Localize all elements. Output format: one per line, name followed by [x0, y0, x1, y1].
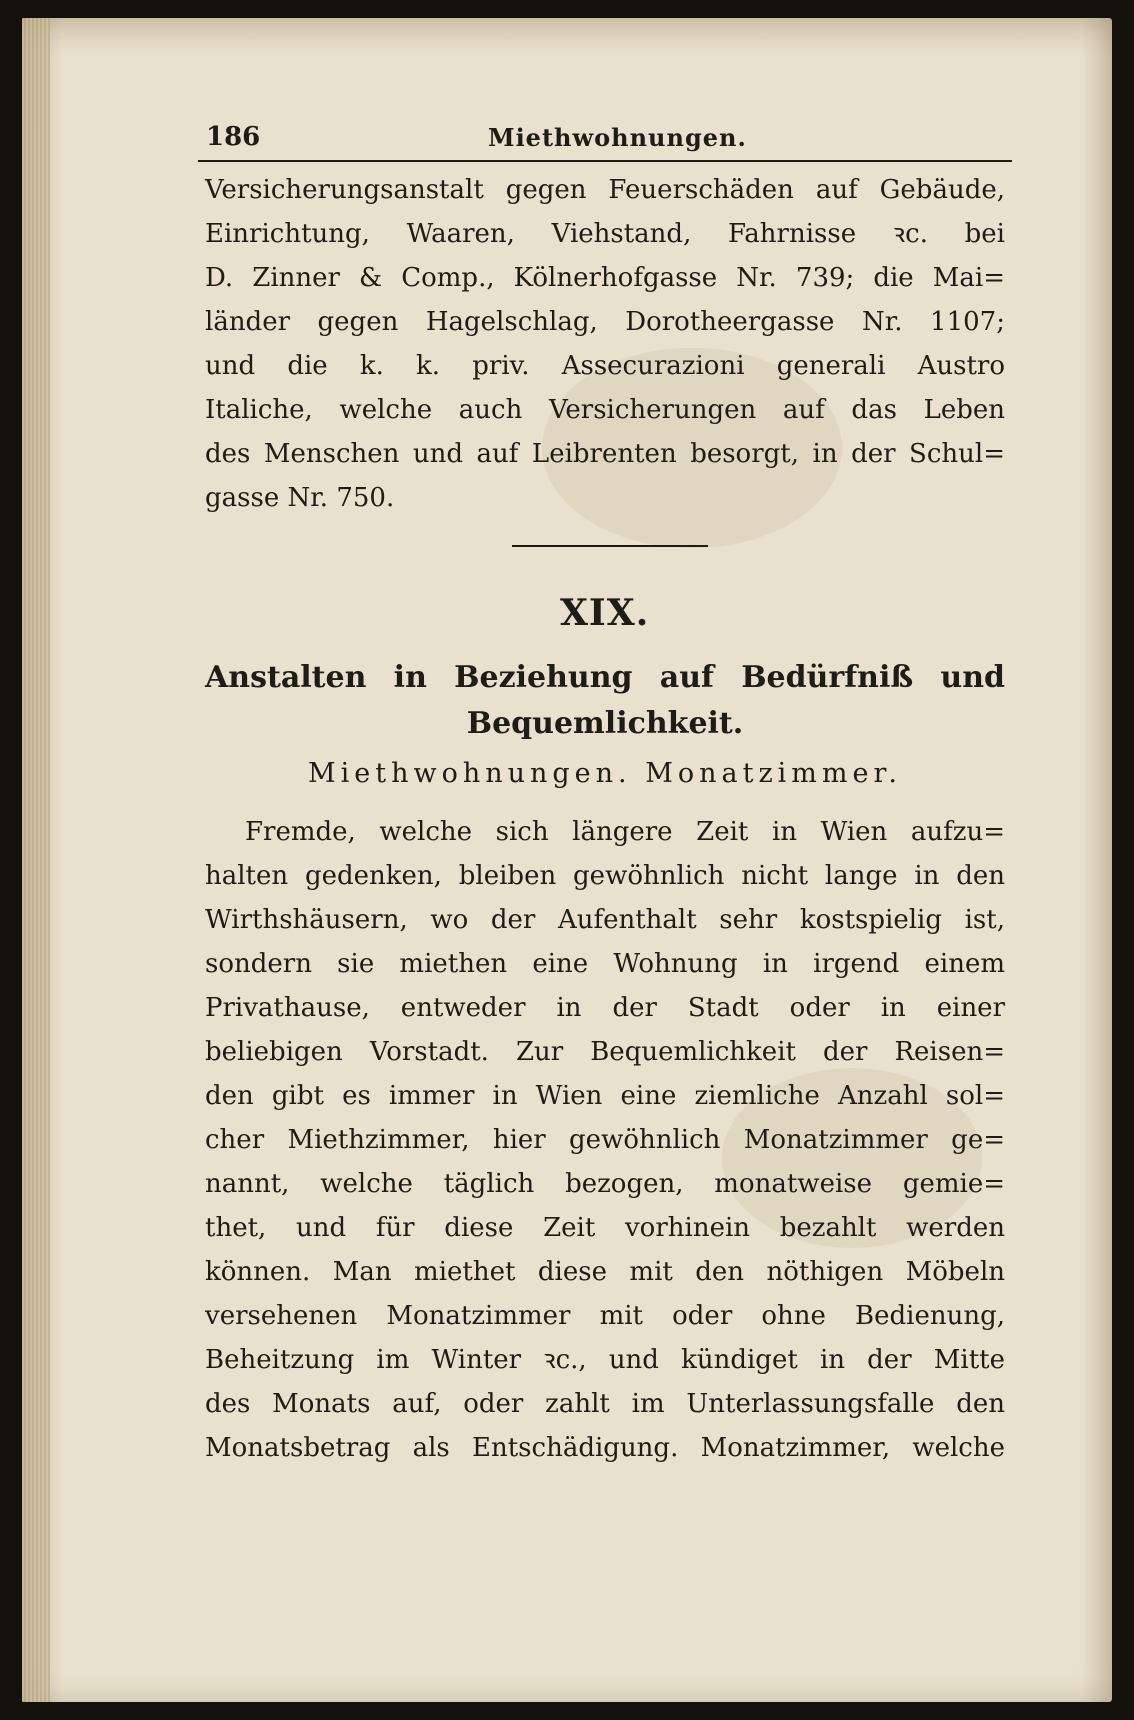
text-line: halten gedenken, bleiben gewöhnlich nicht lange in den — [205, 861, 1005, 891]
text-line: thet, und für diese Zeit vorhinein bezahlt werden — [205, 1213, 1005, 1243]
section-number: XIX. — [560, 592, 650, 634]
page-header — [198, 118, 1012, 162]
page-number: 186 — [206, 122, 261, 152]
text-line: Versicherungsanstalt gegen Feuerschäden auf Gebäude, — [205, 175, 1005, 205]
text-line: beliebigen Vorstadt. Zur Bequemlichkeit der Reisen= — [205, 1037, 1005, 1067]
section-divider — [512, 545, 708, 547]
text-line: versehenen Monatzimmer mit oder ohne Bedienung, — [205, 1301, 1005, 1331]
continued-paragraph — [205, 168, 1005, 520]
text-line: können. Man miethet diese mit den nöthigen Möbeln — [205, 1257, 1005, 1287]
text-line: nannt, welche täglich bezogen, monatweise gemie= — [205, 1169, 1005, 1199]
book-gutter — [22, 18, 50, 1702]
text-line: Privathause, entweder in der Stadt oder in einer — [205, 993, 1005, 1023]
text-line: Wirthshäusern, wo der Aufenthalt sehr kostspielig ist, — [205, 905, 1005, 935]
section-title-continued: Bequemlichkeit. — [466, 706, 744, 741]
text-line: und die k. k. priv. Assecurazioni generali Austro — [205, 351, 1005, 381]
text-line: des Monats auf, oder zahlt im Unterlassungsfalle den — [205, 1389, 1005, 1419]
text-line: D. Zinner & Comp., Kölnerhofgasse Nr. 739; die Mai= — [205, 263, 1005, 293]
text-line: sondern sie miethen eine Wohnung in irgend einem — [205, 949, 1005, 979]
body-paragraph — [205, 810, 1005, 1470]
text-line: Beheitzung im Winter ꝛc., und kündiget in der Mitte — [205, 1345, 1005, 1375]
text-line: gasse Nr. 750. — [205, 483, 395, 513]
text-line: Italiche, welche auch Versicherungen auf das Leben — [205, 395, 1005, 425]
running-head: Miethwohnungen. — [488, 123, 747, 152]
text-line: cher Miethzimmer, hier gewöhnlich Monatzimmer ge= — [205, 1125, 1005, 1155]
text-line: des Menschen und auf Leibrenten besorgt, in der Schul= — [205, 439, 1005, 469]
text-line: Fremde, welche sich längere Zeit in Wien aufzu= — [245, 817, 1005, 847]
section-subtitle: Miethwohnungen. Monatzimmer. — [307, 758, 903, 789]
section-title: Anstalten in Beziehung auf Bedürfniß und — [205, 660, 1005, 695]
text-line: Monatsbetrag als Entschädigung. Monatzimmer, welche — [205, 1433, 1005, 1463]
text-line: länder gegen Hagelschlag, Dorotheergasse Nr. 1107; — [205, 307, 1005, 337]
text-line: den gibt es immer in Wien eine ziemliche Anzahl sol= — [205, 1081, 1005, 1111]
text-line: Einrichtung, Waaren, Viehstand, Fahrnisse ꝛc. bei — [205, 219, 1005, 249]
